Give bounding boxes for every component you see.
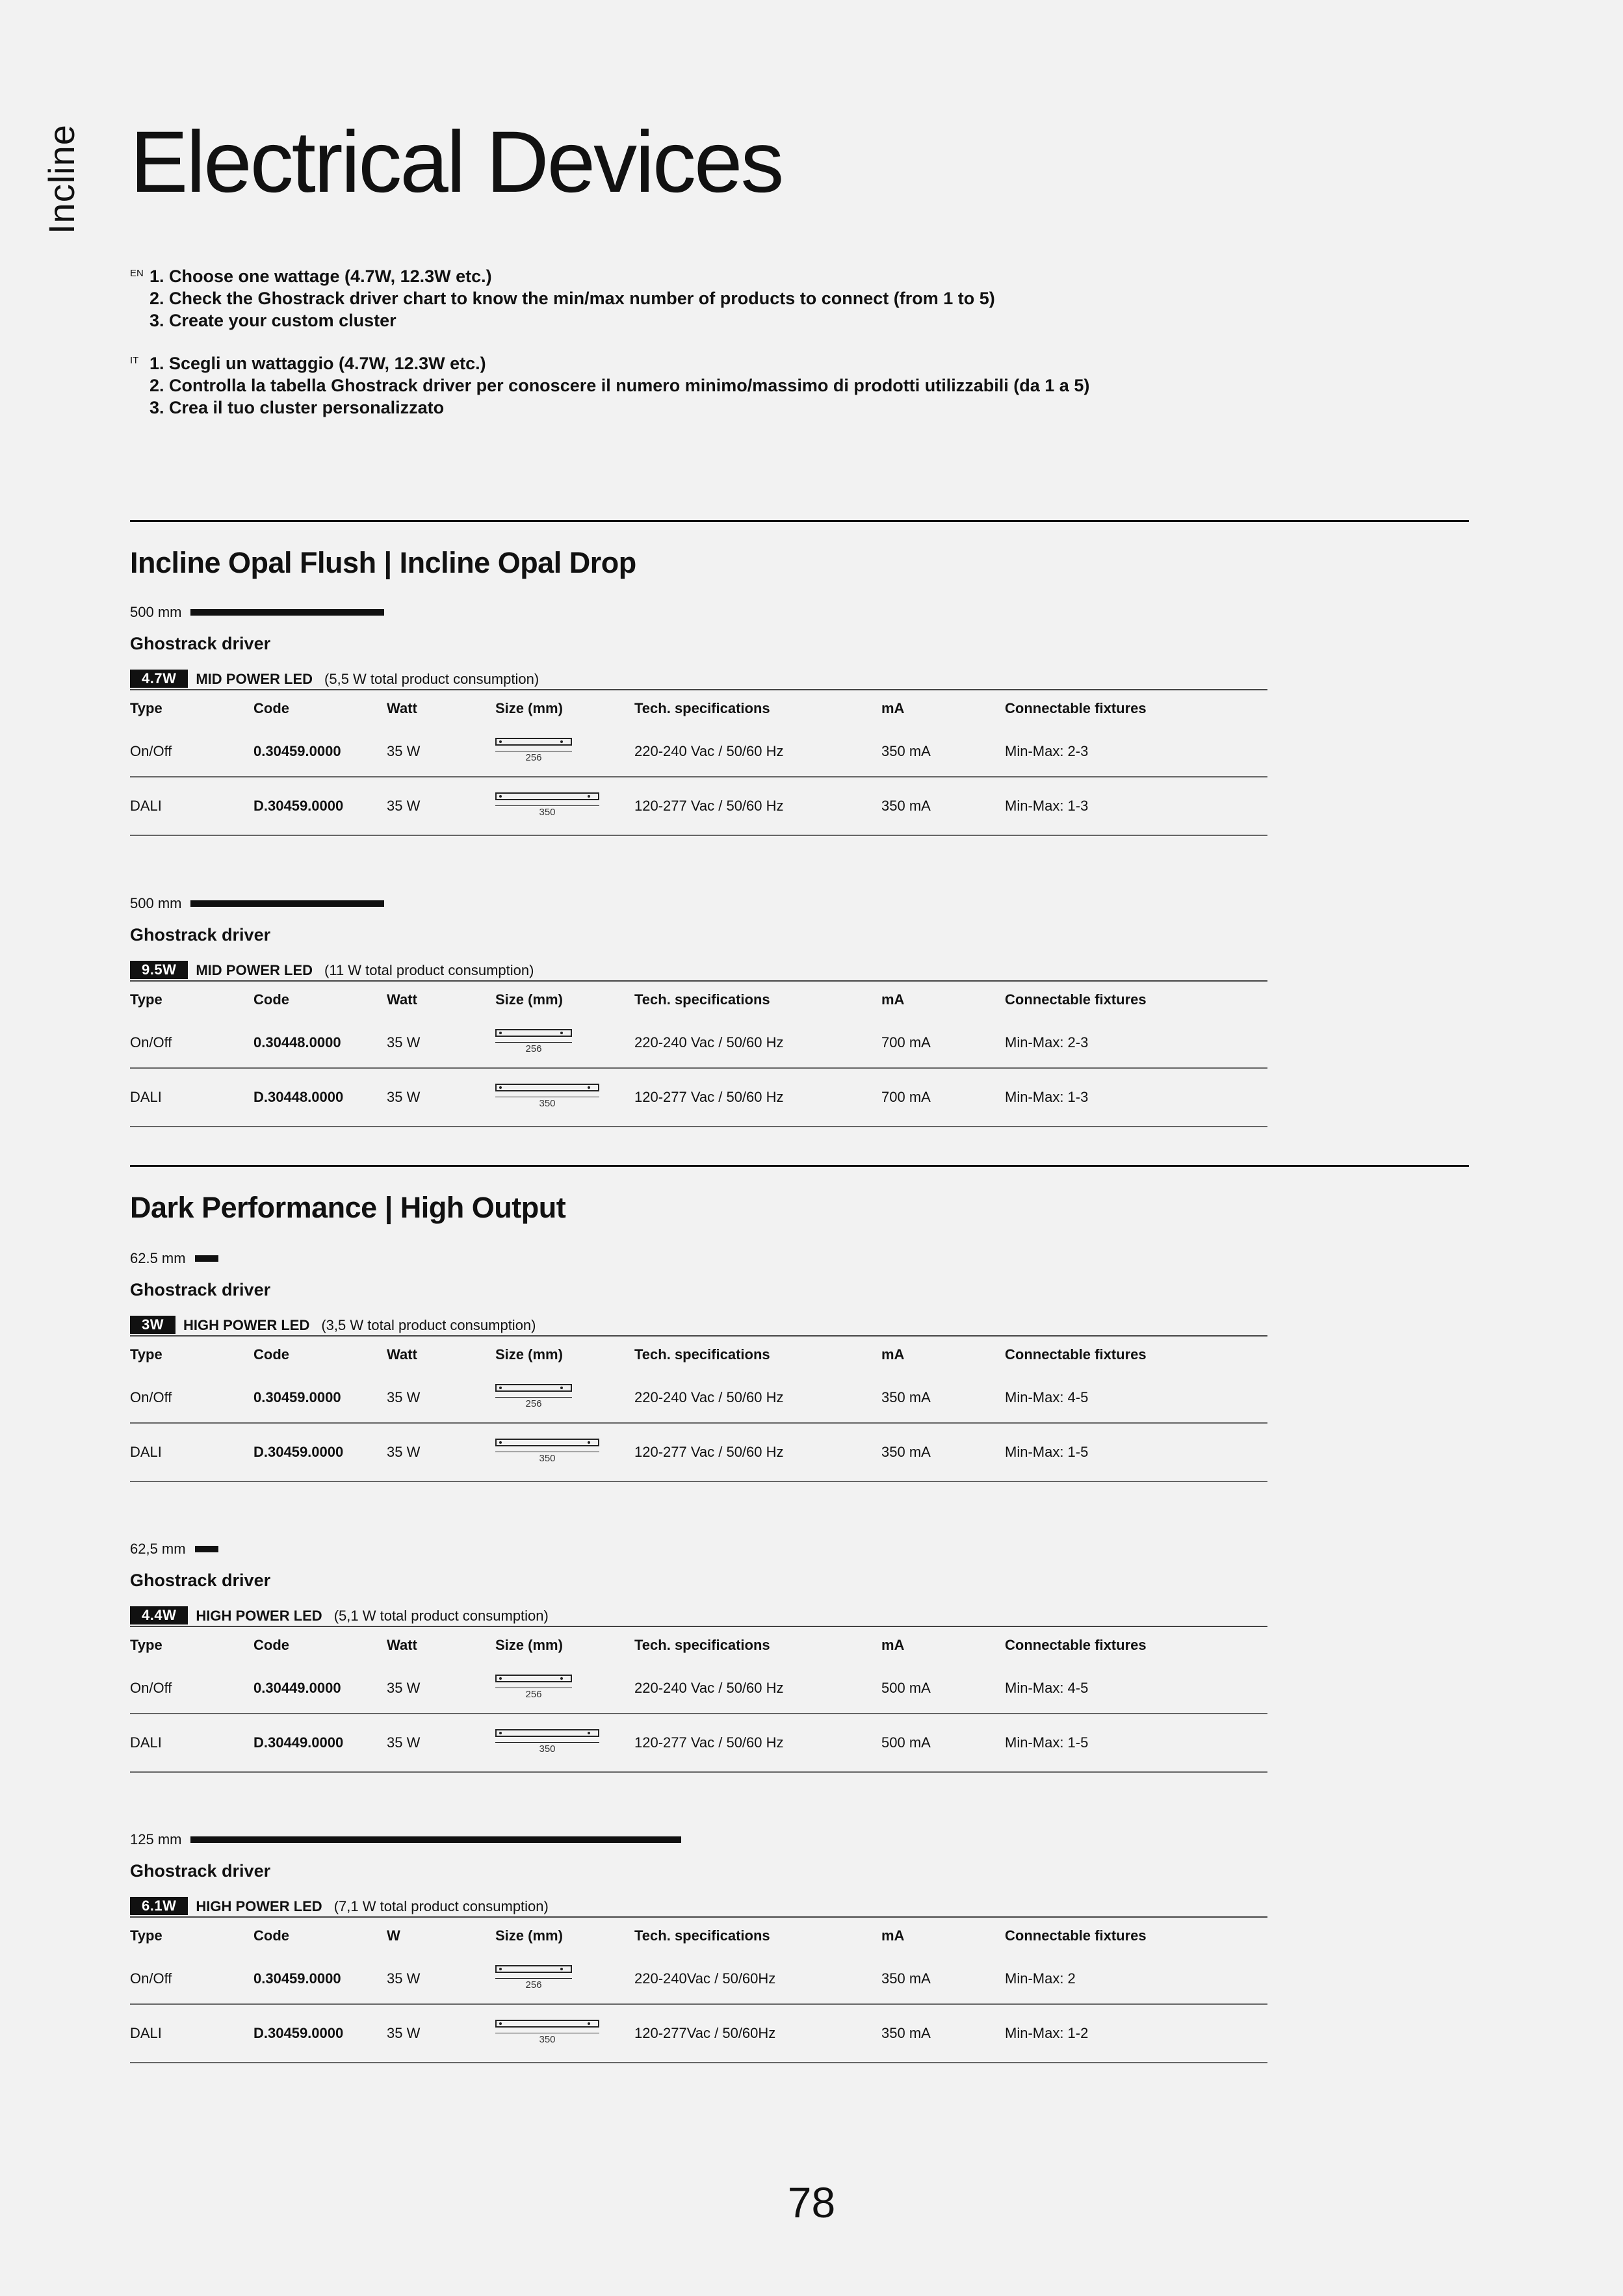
dimension-line — [495, 1397, 572, 1398]
column-header: Type — [130, 1346, 162, 1363]
driver-diagram — [495, 1026, 572, 1055]
led-info — [130, 959, 1267, 982]
watt-cell: 35 W — [387, 1068, 495, 1127]
led-type: HIGH POWER LED — [183, 1317, 310, 1333]
dimension-line — [495, 805, 599, 806]
ma-cell: 700 mA — [881, 1018, 1005, 1068]
driver-title: Ghostrack driver — [130, 634, 271, 653]
led-type: MID POWER LED — [196, 962, 313, 978]
section-divider — [130, 520, 1469, 522]
size-cell — [495, 1068, 634, 1127]
column-header: Type — [130, 991, 162, 1008]
length-indicator — [130, 601, 1267, 624]
table-row — [130, 1714, 1267, 1772]
length-label: 500 mm — [130, 895, 182, 911]
column-header: Watt — [387, 1346, 417, 1363]
column-header: Code — [253, 991, 289, 1008]
code-cell: 0.30448.0000 — [253, 1018, 387, 1068]
code-cell: 0.30449.0000 — [253, 1663, 387, 1714]
column-header: Size (mm) — [495, 1927, 563, 1944]
type-cell: DALI — [130, 1423, 253, 1481]
driver-table — [130, 1337, 1267, 1482]
driver-diagram — [495, 790, 599, 818]
size-cell — [495, 1714, 634, 1772]
dimension-value: 350 — [539, 807, 556, 818]
driver-diagram — [495, 1672, 572, 1701]
column-header: Connectable fixtures — [1005, 1927, 1147, 1944]
ma-cell: 500 mA — [881, 1663, 1005, 1714]
watt-cell: 35 W — [387, 2004, 495, 2063]
table-row — [130, 1373, 1267, 1423]
ma-cell: 700 mA — [881, 1068, 1005, 1127]
driver-outline — [495, 1439, 599, 1446]
column-header: Tech. specifications — [634, 1927, 770, 1944]
length-bar — [195, 1546, 218, 1552]
driver-outline — [495, 738, 572, 746]
driver-table — [130, 982, 1267, 1127]
led-type: MID POWER LED — [196, 671, 313, 687]
fixtures-cell: Min-Max: 4-5 — [1005, 1373, 1267, 1423]
column-header: Size (mm) — [495, 1346, 563, 1363]
table-header — [130, 1337, 1267, 1373]
driver-title: Ghostrack driver — [130, 1280, 271, 1299]
dimension-value: 350 — [539, 1453, 556, 1464]
watt-cell: 35 W — [387, 727, 495, 777]
ma-cell: 350 mA — [881, 1954, 1005, 2004]
dimension-value: 350 — [539, 2034, 556, 2045]
watt-cell: 35 W — [387, 1714, 495, 1772]
driver-outline — [495, 1384, 572, 1392]
wattage-badge: 4.7W — [130, 670, 188, 688]
wattage-badge: 3W — [130, 1316, 175, 1334]
size-cell — [495, 2004, 634, 2063]
column-header: Connectable fixtures — [1005, 1637, 1147, 1653]
length-label: 125 mm — [130, 1831, 182, 1847]
dimension-value: 256 — [525, 1398, 542, 1409]
consumption-note: (5,1 W total product consumption) — [333, 1608, 549, 1624]
tech-cell: 220-240 Vac / 50/60 Hz — [634, 1373, 881, 1423]
length-indicator — [130, 892, 1267, 915]
size-cell — [495, 1018, 634, 1068]
code-cell: D.30459.0000 — [253, 1423, 387, 1481]
page-title: Electrical Devices — [130, 114, 783, 211]
column-header: Tech. specifications — [634, 1637, 770, 1653]
length-label: 62.5 mm — [130, 1250, 186, 1266]
fixtures-cell: Min-Max: 1-5 — [1005, 1423, 1267, 1481]
driver-outline — [495, 792, 599, 800]
page-number: 78 — [787, 2178, 836, 2226]
dimension-value: 350 — [539, 1098, 556, 1109]
length-indicator — [130, 1537, 1267, 1561]
type-cell: On/Off — [130, 727, 253, 777]
length-label: 500 mm — [130, 604, 182, 620]
fixtures-cell: Min-Max: 1-5 — [1005, 1714, 1267, 1772]
driver-outline — [495, 1729, 599, 1737]
ma-cell: 350 mA — [881, 777, 1005, 835]
driver-diagram — [495, 2017, 599, 2046]
fixtures-cell: Min-Max: 4-5 — [1005, 1663, 1267, 1714]
type-cell: DALI — [130, 777, 253, 835]
tech-cell: 120-277 Vac / 50/60 Hz — [634, 1714, 881, 1772]
led-type: HIGH POWER LED — [196, 1608, 322, 1624]
column-header: Size (mm) — [495, 700, 563, 716]
table-row — [130, 1954, 1267, 2004]
table-row — [130, 777, 1267, 835]
driver-diagram — [495, 1963, 572, 1991]
driver-outline — [495, 1675, 572, 1682]
code-cell: D.30448.0000 — [253, 1068, 387, 1127]
length-bar — [190, 1836, 681, 1843]
section-title: Dark Performance | High Output — [130, 1191, 566, 1224]
led-info — [130, 1314, 1267, 1337]
driver-block — [130, 1537, 1267, 1773]
consumption-note: (11 W total product consumption) — [324, 962, 534, 978]
column-header: Code — [253, 1637, 289, 1653]
intro-step: 2. Check the Ghostrack driver chart to know the min/max number of products to connect (from 1 to 5) — [149, 289, 995, 308]
intro-en — [130, 265, 995, 332]
column-header: Type — [130, 1637, 162, 1653]
led-info — [130, 1896, 1267, 1918]
driver-title: Ghostrack driver — [130, 1861, 271, 1881]
driver-diagram — [495, 1081, 599, 1110]
driver-diagram — [495, 1381, 572, 1410]
column-header: mA — [881, 991, 905, 1008]
tech-cell: 120-277Vac / 50/60Hz — [634, 2004, 881, 2063]
intro-step: 1. Scegli un wattaggio (4.7W, 12.3W etc.) — [149, 354, 486, 373]
wattage-badge: 4.4W — [130, 1606, 188, 1624]
consumption-note: (3,5 W total product consumption) — [321, 1317, 536, 1333]
driver-outline — [495, 2020, 599, 2028]
type-cell: DALI — [130, 2004, 253, 2063]
driver-table — [130, 1918, 1267, 2063]
driver-block — [130, 1828, 1267, 2063]
column-header: Tech. specifications — [634, 991, 770, 1008]
intro-step: 3. Crea il tuo cluster personalizzato — [149, 398, 445, 417]
driver-title: Ghostrack driver — [130, 1571, 271, 1590]
column-header: Connectable fixtures — [1005, 700, 1147, 716]
consumption-note: (7,1 W total product consumption) — [333, 1898, 549, 1914]
section-title: Incline Opal Flush | Incline Opal Drop — [130, 546, 636, 579]
tech-cell: 220-240Vac / 50/60Hz — [634, 1954, 881, 2004]
type-cell: On/Off — [130, 1663, 253, 1714]
tech-cell: 120-277 Vac / 50/60 Hz — [634, 1423, 881, 1481]
tech-cell: 220-240 Vac / 50/60 Hz — [634, 727, 881, 777]
lang-code: EN — [130, 268, 144, 279]
intro-it — [130, 352, 1089, 419]
driver-outline — [495, 1084, 599, 1091]
column-header: mA — [881, 1637, 905, 1653]
driver-outline — [495, 1029, 572, 1037]
column-header: Connectable fixtures — [1005, 991, 1147, 1008]
column-header: Code — [253, 1346, 289, 1363]
led-info — [130, 668, 1267, 690]
type-cell: DALI — [130, 1068, 253, 1127]
table-header — [130, 982, 1267, 1018]
driver-block — [130, 1247, 1267, 1482]
size-cell — [495, 1373, 634, 1423]
tech-cell: 120-277 Vac / 50/60 Hz — [634, 1068, 881, 1127]
driver-outline — [495, 1965, 572, 1973]
size-cell — [495, 727, 634, 777]
table-row — [130, 1663, 1267, 1714]
driver-diagram — [495, 735, 572, 764]
driver-block — [130, 892, 1267, 1127]
fixtures-cell: Min-Max: 1-3 — [1005, 1068, 1267, 1127]
column-header: Size (mm) — [495, 991, 563, 1008]
column-header: Tech. specifications — [634, 700, 770, 716]
type-cell: DALI — [130, 1714, 253, 1772]
fixtures-cell: Min-Max: 2-3 — [1005, 1018, 1267, 1068]
fixtures-cell: Min-Max: 1-3 — [1005, 777, 1267, 835]
table-header — [130, 1918, 1267, 1954]
table-row — [130, 1068, 1267, 1127]
table-row — [130, 1018, 1267, 1068]
column-header: Watt — [387, 700, 417, 716]
type-cell: On/Off — [130, 1018, 253, 1068]
column-header: Watt — [387, 991, 417, 1008]
consumption-note: (5,5 W total product consumption) — [324, 671, 539, 687]
column-header: mA — [881, 1346, 905, 1363]
length-bar — [190, 609, 384, 616]
intro-step: 2. Controlla la tabella Ghostrack driver per conoscere il numero minimo/massimo di prodotti utilizzabili (da 1 a 5) — [149, 376, 1090, 395]
tech-cell: 220-240 Vac / 50/60 Hz — [634, 1663, 881, 1714]
dimension-line — [495, 1742, 599, 1743]
driver-table — [130, 690, 1267, 836]
tech-cell: 220-240 Vac / 50/60 Hz — [634, 1018, 881, 1068]
dimension-value: 256 — [525, 752, 542, 763]
driver-title: Ghostrack driver — [130, 925, 271, 945]
ma-cell: 350 mA — [881, 1423, 1005, 1481]
dimension-line — [495, 1978, 572, 1979]
column-header: mA — [881, 700, 905, 716]
size-cell — [495, 777, 634, 835]
code-cell: D.30449.0000 — [253, 1714, 387, 1772]
driver-diagram — [495, 1436, 599, 1465]
column-header: Connectable fixtures — [1005, 1346, 1147, 1363]
table-row — [130, 2004, 1267, 2063]
size-cell — [495, 1954, 634, 2004]
column-header: Size (mm) — [495, 1637, 563, 1653]
column-header: Code — [253, 1927, 289, 1944]
length-indicator — [130, 1828, 1267, 1851]
type-cell: On/Off — [130, 1954, 253, 2004]
size-cell — [495, 1423, 634, 1481]
column-header: mA — [881, 1927, 905, 1944]
column-header: Code — [253, 700, 289, 716]
driver-block — [130, 601, 1267, 836]
section-divider — [130, 1165, 1469, 1167]
led-info — [130, 1605, 1267, 1627]
wattage-badge: 6.1W — [130, 1897, 188, 1915]
fixtures-cell: Min-Max: 2 — [1005, 1954, 1267, 2004]
watt-cell: 35 W — [387, 1954, 495, 2004]
type-cell: On/Off — [130, 1373, 253, 1423]
column-header: Type — [130, 1927, 162, 1944]
length-bar — [190, 900, 384, 907]
code-cell: D.30459.0000 — [253, 777, 387, 835]
intro-step: 3. Create your custom cluster — [149, 311, 396, 330]
fixtures-cell: Min-Max: 2-3 — [1005, 727, 1267, 777]
column-header: Watt — [387, 1637, 417, 1653]
length-indicator — [130, 1247, 1267, 1270]
dimension-value: 256 — [525, 1689, 542, 1700]
watt-cell: 35 W — [387, 777, 495, 835]
watt-cell: 35 W — [387, 1663, 495, 1714]
ma-cell: 350 mA — [881, 1373, 1005, 1423]
fixtures-cell: Min-Max: 1-2 — [1005, 2004, 1267, 2063]
watt-cell: 35 W — [387, 1018, 495, 1068]
table-header — [130, 690, 1267, 727]
length-bar — [195, 1255, 218, 1262]
dimension-value: 256 — [525, 1979, 542, 1990]
ma-cell: 500 mA — [881, 1714, 1005, 1772]
side-label: Incline — [41, 124, 82, 234]
code-cell: 0.30459.0000 — [253, 1954, 387, 2004]
code-cell: D.30459.0000 — [253, 2004, 387, 2063]
watt-cell: 35 W — [387, 1423, 495, 1481]
lang-code: IT — [130, 355, 139, 366]
code-cell: 0.30459.0000 — [253, 1373, 387, 1423]
column-header: Tech. specifications — [634, 1346, 770, 1363]
driver-table — [130, 1627, 1267, 1773]
dimension-line — [495, 1042, 572, 1043]
watt-cell: 35 W — [387, 1373, 495, 1423]
column-header: W — [387, 1927, 400, 1944]
code-cell: 0.30459.0000 — [253, 727, 387, 777]
tech-cell: 120-277 Vac / 50/60 Hz — [634, 777, 881, 835]
table-row — [130, 727, 1267, 777]
dimension-value: 256 — [525, 1043, 542, 1054]
dimension-value: 350 — [539, 1743, 556, 1755]
table-row — [130, 1423, 1267, 1481]
intro-step: 1. Choose one wattage (4.7W, 12.3W etc.) — [149, 267, 492, 286]
ma-cell: 350 mA — [881, 727, 1005, 777]
wattage-badge: 9.5W — [130, 961, 188, 979]
led-type: HIGH POWER LED — [196, 1898, 322, 1914]
column-header: Type — [130, 700, 162, 716]
table-header — [130, 1627, 1267, 1663]
length-label: 62,5 mm — [130, 1541, 186, 1557]
driver-diagram — [495, 1727, 599, 1755]
size-cell — [495, 1663, 634, 1714]
ma-cell: 350 mA — [881, 2004, 1005, 2063]
